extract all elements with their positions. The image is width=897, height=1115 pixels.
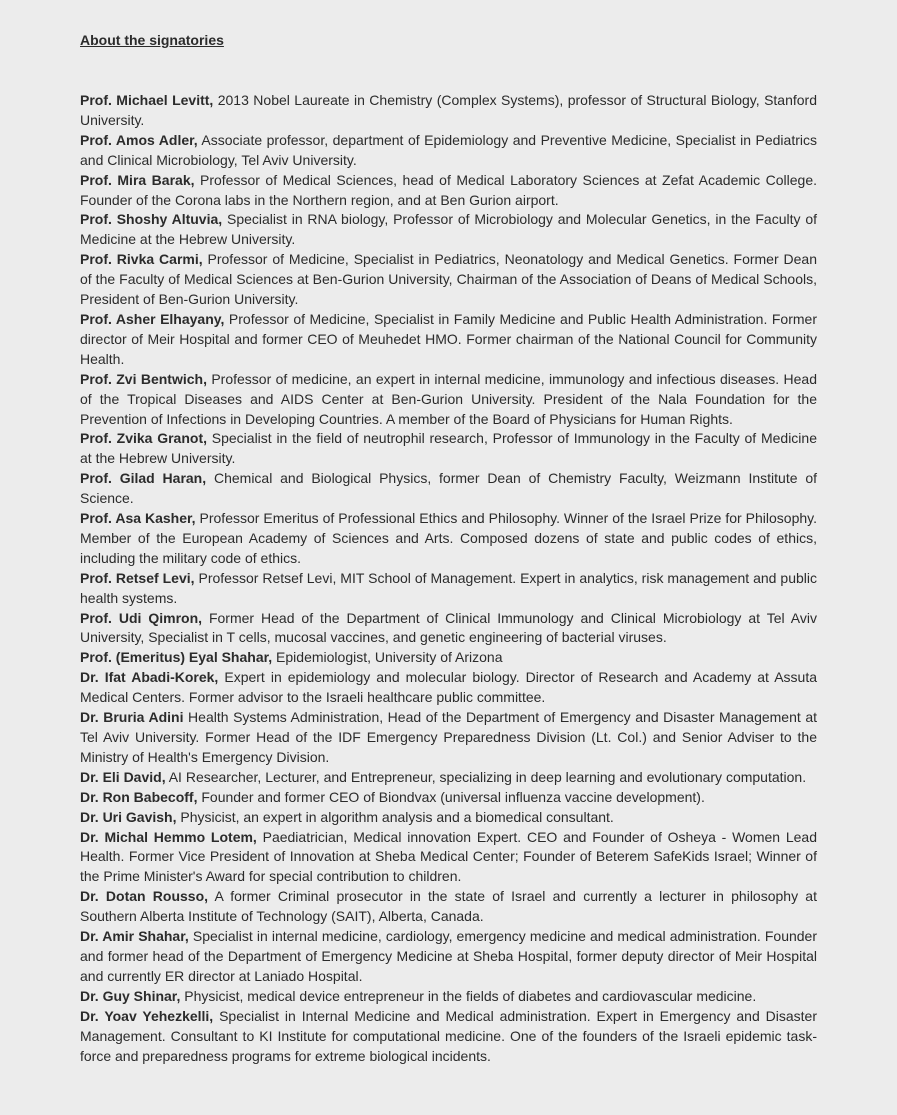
signatory-entry: [80, 927, 817, 987]
signatory-entry: [80, 828, 817, 888]
signatory-name: Dr. Dotan Rousso,: [80, 888, 209, 905]
signatory-name: Dr. Michal Hemmo Lotem,: [80, 828, 257, 845]
signatories-list: [80, 91, 817, 1066]
signatory-entry: [80, 91, 817, 131]
signatory-description: Professor of medicine, an expert in internal medicine, immunology and infectious diseases. Head of the Tropical Diseases and AIDS Center at Ben-Gurion University. President of the Nala Foundation for the Prevention of Infections in Developing Countries. A member of the Board of Physicians for Human Rights.: [80, 370, 818, 427]
signatory-description: Professor Retsef Levi, MIT School of Management. Expert in analytics, risk management and public health systems.: [80, 569, 817, 606]
signatory-entry: [80, 569, 817, 609]
signatory-entry: [80, 887, 817, 927]
signatory-description: Paediatrician, Medical innovation Expert. CEO and Founder of Osheya - Women Lead Health. Former Vice President of Innovation at Sheba Medical Center; Founder of Beterem SafeKids Israel; Winner of the Prime Minister's Award for special contribution to children.: [80, 828, 817, 885]
signatory-entry: [80, 509, 817, 569]
signatory-name: Prof. Retsef Levi,: [80, 569, 195, 586]
signatory-entry: [80, 668, 817, 708]
signatory-description: Professor of Medical Sciences, head of Medical Laboratory Sciences at Zefat Academic College. Founder of the Corona labs in the Northern region, and at Ben Gurion airport.: [80, 171, 818, 208]
signatory-entry: [80, 768, 817, 788]
signatory-name: Prof. Michael Levitt,: [80, 92, 214, 108]
signatory-name: Prof. Zvika Granot,: [80, 430, 207, 447]
signatory-entry: [80, 210, 817, 250]
signatory-description: Professor of Medicine, Specialist in Family Medicine and Public Health Administration. Former director of Meir Hospital and former CEO of Meuhedet HMO. Former chairman of the National Council for Community Health.: [80, 310, 817, 367]
signatory-name: Dr. Ifat Abadi-Korek,: [80, 669, 219, 686]
signatory-name: Prof. Asa Kasher,: [80, 510, 196, 527]
signatory-entry: [80, 429, 817, 469]
signatory-name: Prof. Mira Barak,: [80, 171, 195, 188]
signatory-description: A former Criminal prosecutor in the state of Israel and currently a lecturer in philosophy at Southern Alberta Institute of Technology (SAIT), Alberta, Canada.: [80, 888, 817, 925]
signatory-description: Specialist in RNA biology, Professor of Microbiology and Molecular Genetics, in the Faculty of Medicine at the Hebrew University.: [80, 211, 817, 248]
signatory-name: Dr. Amir Shahar,: [80, 928, 189, 945]
signatory-name: Prof. Udi Qimron,: [80, 609, 203, 626]
signatory-name: Prof. Amos Adler,: [80, 131, 198, 148]
signatory-name: Prof. Gilad Haran,: [80, 470, 207, 487]
signatory-name: Dr. Guy Shinar,: [80, 987, 181, 1004]
signatory-description: Expert in epidemiology and molecular biology. Director of Research and Academy at Assuta Medical Centers. Former advisor to the Israeli healthcare public committee.: [80, 669, 817, 706]
signatory-description: Associate professor, department of Epidemiology and Preventive Medicine, Specialist in Pediatrics and Clinical Microbiology, Tel Aviv University.: [80, 131, 817, 168]
signatory-description: AI Researcher, Lecturer, and Entrepreneur, specializing in deep learning and evolutionary computation.: [165, 768, 807, 785]
signatory-entry: [80, 987, 817, 1007]
signatory-description: Professor of Medicine, Specialist in Pediatrics, Neonatology and Medical Genetics. Former Dean of the Faculty of Medical Sciences at Ben-Gurion University, Chairman of the Association of Deans of Medical Schools, President of Ben-Gurion University.: [80, 251, 817, 308]
signatory-description: Epidemiologist, University of Arizona: [272, 649, 503, 666]
signatory-name: Prof. Zvi Bentwich,: [80, 370, 207, 387]
signatory-entry: [80, 469, 817, 509]
signatory-description: Specialist in the field of neutrophil research, Professor of Immunology in the Faculty of Medicine at the Hebrew University.: [80, 430, 817, 467]
signatory-entry: [80, 708, 817, 768]
signatory-entry: [80, 788, 817, 808]
signatory-description: Physicist, an expert in algorithm analysis and a biomedical consultant.: [176, 808, 614, 825]
signatory-entry: [80, 1007, 817, 1067]
signatory-entry: [80, 808, 817, 828]
signatory-description: Chemical and Biological Physics, former Dean of Chemistry Faculty, Weizmann Institute of Science.: [80, 470, 818, 507]
signatory-name: Prof. Asher Elhayany,: [80, 310, 225, 327]
signatory-name: Prof. Shoshy Altuvia,: [80, 211, 223, 228]
signatory-description: Specialist in internal medicine, cardiology, emergency medicine and medical administration. Founder and former head of the Department of Emergency Medicine at Sheba Hospital, former deputy director of Meir Hospital and currently ER director at Laniado Hospital.: [80, 928, 817, 984]
page-title: About the signatories: [80, 32, 224, 48]
signatory-name: Prof. (Emeritus) Eyal Shahar,: [80, 649, 273, 666]
signatory-description: Former Head of the Department of Clinical Immunology and Clinical Microbiology at Tel Aviv University, Specialist in T cells, mucosal vaccines, and genetic engineering of bacterial viruses.: [80, 609, 818, 646]
signatory-description: Founder and former CEO of Biondvax (universal influenza vaccine development).: [197, 788, 705, 805]
signatory-name: Dr. Ron Babecoff,: [80, 788, 198, 805]
signatory-description: Physicist, medical device entrepreneur in the fields of diabetes and cardiovascular medicine.: [180, 987, 757, 1004]
signatory-entry: [80, 171, 817, 211]
signatory-name: Dr. Uri Gavish,: [80, 808, 177, 825]
signatory-name: Dr. Yoav Yehezkelli,: [80, 1007, 214, 1024]
signatory-description: Professor Emeritus of Professional Ethics and Philosophy. Winner of the Israel Prize for Philosophy. Member of the European Academy of Sciences and Arts. Composed dozens of state and public codes of ethics, including the military code of ethics.: [80, 510, 817, 566]
signatory-description: Specialist in Internal Medicine and Medical administration. Expert in Emergency and Disaster Management. Consultant to KI Institute for computational medicine. One of the founders of the Israeli epidemic task-force and preparedness programs for extreme biological incidents.: [80, 1007, 817, 1064]
signatory-name: Prof. Rivka Carmi,: [80, 251, 203, 268]
signatory-entry: [80, 131, 817, 171]
signatory-name: Dr. Eli David,: [80, 768, 166, 785]
signatory-entry: [80, 370, 817, 430]
signatory-description: Health Systems Administration, Head of the Department of Emergency and Disaster Management at Tel Aviv University. Former Head of the IDF Emergency Preparedness Division (Lt. Col.) and Senior Adviser to the Ministry of Health's Emergency Division.: [80, 709, 817, 765]
signatory-name: Dr. Bruria Adini: [80, 709, 184, 726]
signatory-entry: [80, 609, 817, 649]
signatory-entry: [80, 310, 817, 370]
signatory-entry: [80, 250, 817, 310]
signatory-entry: [80, 648, 817, 668]
signatory-description: 2013 Nobel Laureate in Chemistry (Complex Systems), professor of Structural Biology, Stanford University.: [80, 92, 817, 128]
